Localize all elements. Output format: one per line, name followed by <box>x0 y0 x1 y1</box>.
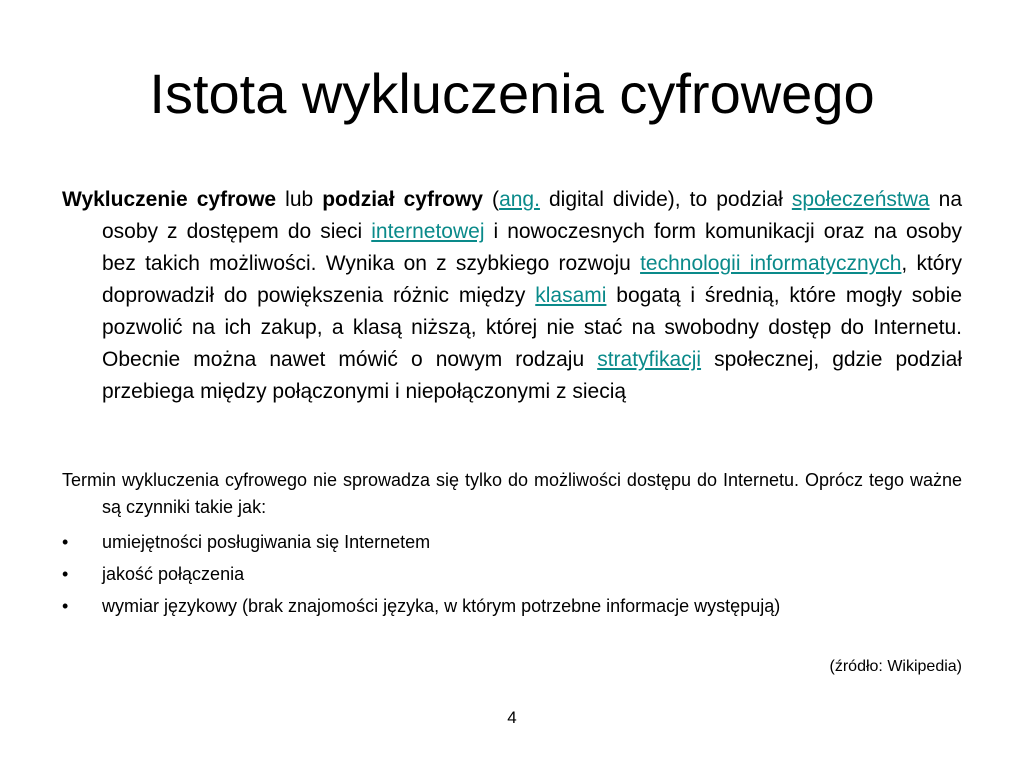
link-internetowej[interactable]: internetowej <box>371 220 485 243</box>
term-wykluczenie-cyfrowe: Wykluczenie cyfrowe <box>62 188 277 211</box>
link-klasami[interactable]: klasami <box>535 284 607 307</box>
list-item-text: jakość połączenia <box>102 564 245 584</box>
list-item <box>62 593 962 620</box>
text-segment: bogatą i średnią, które mogły sobie pozwolić na ich zakup, a klasą niższą, której nie stać na swobodny dostęp do Internetu. Obecnie można nawet mówić o nowym rodzaju <box>102 284 962 371</box>
bullet-icon: • <box>62 564 69 584</box>
text-segment: ( <box>483 188 500 211</box>
term-paragraph: Termin wykluczenia cyfrowego nie sprowadza się tylko do możliwości dostępu do Internetu. Oprócz tego ważne są czynniki takie jak: <box>62 470 962 517</box>
link-stratyfikacji[interactable]: stratyfikacji <box>597 348 702 371</box>
text-segment: digital divide), to podział <box>539 188 792 211</box>
list-item <box>62 529 962 556</box>
list-item-text: umiejętności posługiwania się Internetem <box>102 532 431 552</box>
link-technologii-informatycznych[interactable]: technologii informatycznych <box>640 252 902 275</box>
slide-title: Istota wykluczenia cyfrowego <box>149 62 875 125</box>
link-ang[interactable]: ang. <box>499 188 540 211</box>
text-segment: i nowoczesnych form komunikacji oraz na osoby bez takich możliwości. Wynika on z szybkiego rozwoju <box>102 220 962 275</box>
text-segment: społecznej, gdzie podział przebiega między połączonymi i niepołączonymi z siecią <box>102 348 962 403</box>
text-segment: , który doprowadził do powiększenia różnic między <box>102 252 962 307</box>
link-spoleczenstwa[interactable]: społeczeństwa <box>791 188 930 211</box>
text-segment: na osoby z dostępem do sieci <box>102 188 963 243</box>
text-segment: lub <box>276 188 323 211</box>
source-note: (źródło: Wikipedia) <box>829 658 962 675</box>
term-podzial-cyfrowy: podział cyfrowy <box>322 188 483 211</box>
factors-list <box>62 529 962 625</box>
bullet-icon: • <box>62 596 69 616</box>
bullet-icon: • <box>62 532 69 552</box>
page-number: 4 <box>507 708 517 727</box>
list-item-text: wymiar językowy (brak znajomości języka, w którym potrzebne informacje występują) <box>102 596 781 616</box>
list-item <box>62 561 962 588</box>
definition-paragraph <box>62 184 962 408</box>
